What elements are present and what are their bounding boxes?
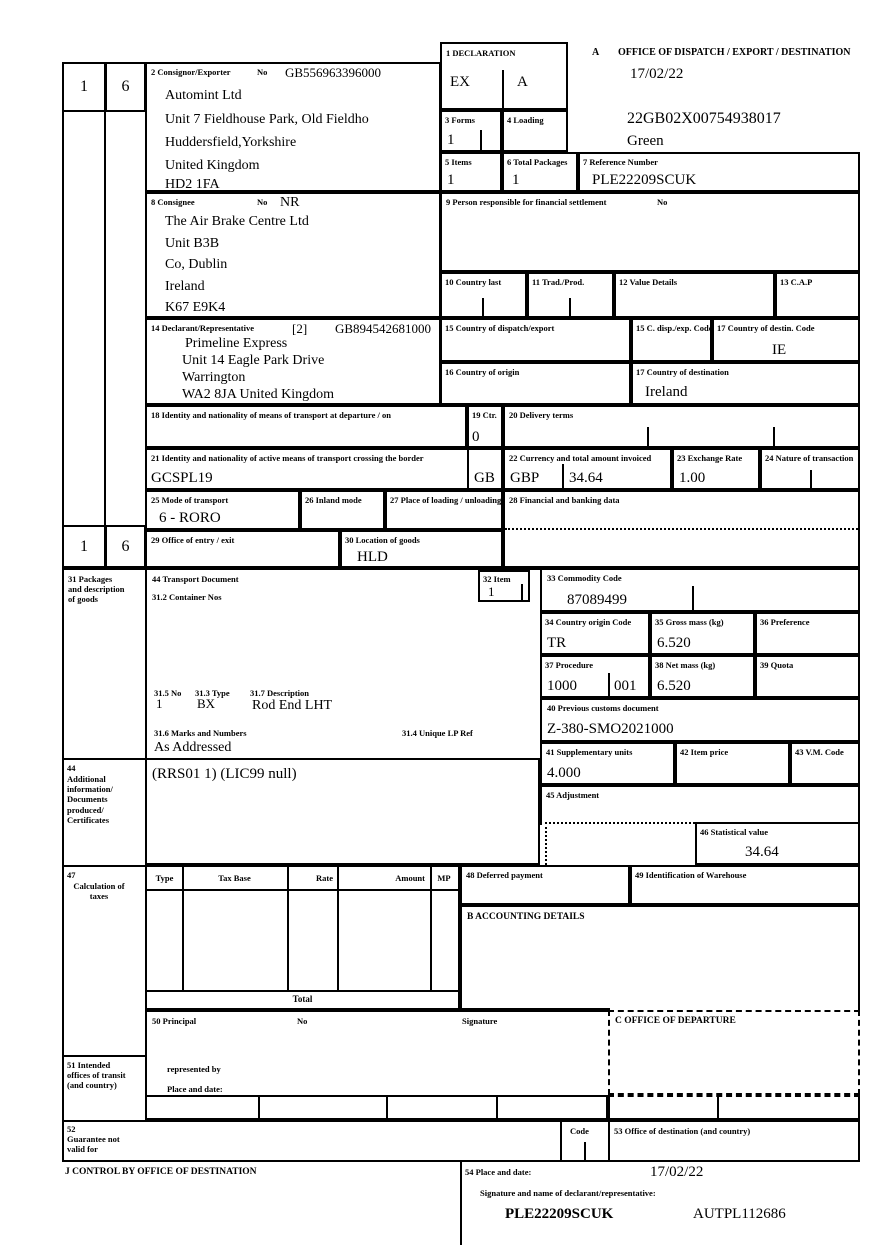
box29-label: 29 Office of entry / exit — [151, 535, 235, 545]
consignee-name: The Air Brake Centre Ltd — [165, 214, 309, 229]
box47-number: 47 — [67, 870, 76, 880]
box-15c-dispatch-code — [631, 318, 712, 362]
box-45-adjustment — [540, 785, 860, 825]
box44-transport-label: 44 Transport Document — [152, 574, 239, 584]
box17a-label: 17 Country of destin. Code — [717, 323, 815, 333]
tax-table-divider-4 — [430, 867, 432, 992]
package-count-value: 1 — [156, 696, 163, 711]
forms-value: 1 — [447, 132, 455, 148]
location-goods-value: HLD — [357, 549, 388, 565]
box-16-country-origin — [440, 362, 631, 405]
box-21-active-transport — [145, 448, 503, 490]
box19-label: 19 Ctr. — [472, 410, 497, 420]
box-53-office-destination — [608, 1120, 860, 1162]
additional-info-value: (RRS01 1) (LIC99 null) — [152, 766, 297, 782]
box-11-trad-prod — [527, 272, 614, 318]
box40-label: 40 Previous customs document — [547, 703, 659, 713]
box-17a-destination-code — [712, 318, 860, 362]
box-49-warehouse — [630, 865, 860, 905]
box-32-item — [478, 570, 530, 602]
box52-code-label: Code — [570, 1126, 589, 1136]
mode-transport-value: 6 - RORO — [159, 510, 221, 526]
box43-label: 43 V.M. Code — [795, 747, 844, 757]
tax-col-rate: Rate — [316, 873, 333, 883]
box-51-label-cell — [62, 1055, 145, 1120]
box-15-country-dispatch — [440, 318, 631, 362]
box-24-nature-transaction — [760, 448, 860, 490]
box44-number: 44 — [67, 763, 76, 773]
box-18-transport-departure — [145, 405, 467, 448]
copy-number-6-mid-value: 6 — [121, 537, 130, 555]
box-47-tax-table — [145, 865, 460, 1010]
box21-label: 21 Identity and nationality of active means of transport crossing the border — [151, 453, 424, 463]
copy-number-6-mid — [105, 525, 146, 568]
transit-office-cells — [145, 1095, 608, 1120]
box11-label: 11 Trad./Prod. — [532, 277, 585, 287]
tax-col-mp: MP — [437, 873, 451, 883]
active-transport-nationality-value: GB — [474, 470, 495, 486]
office-a-letter: A — [592, 47, 600, 58]
box-2-consignor-exporter — [145, 62, 441, 192]
copy-number-1-mid — [62, 525, 106, 568]
box12-label: 12 Value Details — [619, 277, 678, 287]
box49-label: 49 Identification of Warehouse — [635, 870, 747, 880]
declarant-name: Primeline Express — [185, 336, 288, 351]
tax-table-total-line — [147, 990, 458, 992]
box11-tick — [569, 298, 571, 316]
control-destination-label: J CONTROL BY OFFICE OF DESTINATION — [65, 1167, 257, 1177]
box-20-delivery-terms — [503, 405, 860, 448]
box-46-statistical-value — [695, 822, 860, 865]
box31-label: 31 Packages and description of goods — [68, 574, 125, 605]
box48-label: 48 Deferred payment — [466, 870, 543, 880]
box-43-vm-code — [790, 742, 860, 785]
box30-label: 30 Location of goods — [345, 535, 420, 545]
box1-label: 1 DECLARATION — [446, 48, 516, 58]
total-packages-value: 1 — [512, 172, 520, 188]
country-destination-value: Ireland — [645, 384, 688, 400]
transit-cell-divider-1 — [258, 1097, 260, 1118]
active-transport-id-value: GCSPL19 — [151, 470, 213, 486]
box22-divider — [562, 464, 564, 488]
consignor-postcode: HD2 1FA — [165, 177, 220, 192]
destination-code-value: IE — [772, 342, 787, 358]
box-26-inland-mode — [300, 490, 385, 530]
copy-number-1-mid-value: 1 — [80, 537, 88, 555]
tax-total-label: Total — [292, 994, 313, 1004]
box-29-office-entry-exit — [145, 530, 340, 568]
box39-label: 39 Quota — [760, 660, 794, 670]
box1-divider — [502, 70, 504, 108]
box-31-label-cell — [62, 568, 145, 758]
tax-col-amount: Amount — [395, 873, 425, 883]
items-value: 1 — [447, 172, 455, 188]
box50-signature-label: Signature — [462, 1016, 498, 1026]
box-28-financial-banking — [503, 490, 860, 568]
declarant-code-value: [2] — [292, 321, 308, 336]
box-23-exchange-rate — [672, 448, 760, 490]
box33-label: 33 Commodity Code — [547, 573, 622, 583]
item-number-value: 1 — [488, 584, 495, 599]
consignee-address-2: Co, Dublin — [165, 257, 228, 272]
box21-divider — [467, 450, 469, 488]
box52-code-tick — [584, 1142, 586, 1160]
mrn-value: 22GB02X00754938017 — [627, 110, 781, 127]
box46-label: 46 Statistical value — [700, 827, 768, 837]
box15c-label: 15 C. disp./exp. Code — [636, 323, 713, 333]
box54-signature-label: Signature and name of declarant/representative: — [480, 1188, 656, 1198]
box-6-total-packages — [502, 152, 578, 192]
box-14-declarant-representative — [145, 318, 441, 405]
consignor-eori-value: GB556963396000 — [285, 65, 382, 80]
office-a-title: OFFICE OF DISPATCH / EXPORT / DESTINATION — [618, 47, 851, 58]
box-41-supplementary-units — [540, 742, 675, 785]
box54-label: 54 Place and date: — [465, 1167, 532, 1177]
box20-label: 20 Delivery terms — [509, 410, 574, 420]
procedure-code-value: 1000 — [547, 678, 577, 694]
box-12-value-details — [614, 272, 775, 318]
box7-label: 7 Reference Number — [583, 157, 658, 167]
box24-tick — [810, 470, 812, 488]
box31-4-label: 31.4 Unique LP Ref — [402, 728, 473, 738]
gross-mass-value: 6.520 — [657, 635, 691, 651]
box-25-mode-transport — [145, 490, 300, 530]
box20-tick-2 — [773, 427, 775, 446]
box18-label: 18 Identity and nationality of means of transport at departure / on — [151, 410, 391, 420]
supplementary-units-value: 4.000 — [547, 765, 581, 781]
box5-label: 5 Items — [445, 157, 472, 167]
box-33-commodity-code — [540, 568, 860, 612]
box52-number: 52 — [67, 1124, 76, 1134]
copy-number-1 — [62, 62, 106, 112]
consignor-country: United Kingdom — [165, 158, 260, 173]
ctr-value: 0 — [472, 429, 480, 445]
box31-2-label: 31.2 Container Nos — [152, 592, 222, 602]
box28-label: 28 Financial and banking data — [509, 495, 620, 505]
box15-label: 15 Country of dispatch/export — [445, 323, 555, 333]
box4-label: 4 Loading — [507, 115, 544, 125]
office-departure-label: C OFFICE OF DEPARTURE — [615, 1016, 736, 1026]
box54-left-divider — [460, 1162, 462, 1245]
box50-label: 50 Principal — [152, 1016, 197, 1026]
box23-label: 23 Exchange Rate — [677, 453, 743, 463]
declarant-address-1: Unit 14 Eagle Park Drive — [182, 353, 325, 368]
box45-label: 45 Adjustment — [546, 790, 600, 800]
box-19-ctr — [467, 405, 503, 448]
box-b-accounting — [460, 905, 860, 1010]
box32-tick — [521, 584, 523, 600]
box31-5-label: 31.5 No — [154, 688, 182, 698]
tax-table-divider-3 — [337, 867, 339, 992]
goods-description-value: Rod End LHT — [252, 698, 333, 713]
box37-label: 37 Procedure — [545, 660, 594, 670]
box17-label: 17 Country of destination — [636, 367, 729, 377]
marks-numbers-value: As Addressed — [154, 740, 232, 755]
box20-tick-1 — [647, 427, 649, 446]
exchange-rate-value: 1.00 — [679, 470, 706, 486]
box-44-additional-info — [145, 758, 540, 865]
tax-table-divider-1 — [182, 867, 184, 992]
box44-label: Additional information/ Documents produced/ Certificates — [67, 774, 113, 825]
box37-divider — [608, 673, 610, 696]
declaration-type-value: EX — [450, 74, 470, 90]
routing-value: Green — [627, 133, 664, 149]
box-17-country-destination — [631, 362, 860, 405]
dispatch-date-value: 17/02/22 — [630, 66, 684, 82]
copy-number-6-value: 6 — [121, 78, 130, 95]
consignor-name: Automint Ltd — [165, 88, 242, 103]
box9-label: 9 Person responsible for financial settlement — [446, 197, 607, 207]
box8-label: 8 Consignee — [151, 197, 195, 207]
tax-table-header-line — [147, 889, 458, 891]
box-44-label-cell — [62, 758, 145, 865]
previous-document-value: Z-380-SMO2021000 — [547, 721, 674, 737]
box-42-item-price — [675, 742, 790, 785]
box51-label: 51 Intended offices of transit (and country) — [67, 1060, 126, 1091]
left-margin-gap — [62, 1010, 145, 1055]
accounting-details-label: B ACCOUNTING DETAILS — [467, 912, 585, 922]
box42-label: 42 Item price — [680, 747, 729, 757]
departure-cell-divider — [717, 1097, 719, 1118]
box52-label: Guarantee not valid for — [67, 1134, 120, 1155]
box-27-place-loading — [385, 490, 503, 530]
box24-label: 24 Nature of transaction — [765, 453, 854, 463]
reference-number-value: PLE22209SCUK — [592, 172, 697, 188]
transit-cell-divider-3 — [496, 1097, 498, 1118]
box46-dotted-region — [545, 822, 695, 865]
box28-dotted-divider — [505, 528, 858, 530]
box10-label: 10 Country last — [445, 277, 502, 287]
box3-label: 3 Forms — [445, 115, 475, 125]
consignee-id-value: NR — [280, 195, 300, 210]
consignee-address-1: Unit B3B — [165, 236, 220, 251]
box9-no-label: No — [657, 197, 668, 207]
copy-number-1-value: 1 — [80, 78, 88, 95]
box-50-principal — [145, 1010, 608, 1095]
box-9-financial-settlement — [440, 192, 860, 272]
box-34-country-origin-code — [540, 612, 650, 655]
box31-3-label: 31.3 Type — [195, 688, 230, 698]
box31-7-label: 31.7 Description — [250, 688, 310, 698]
statistical-value: 34.64 — [745, 844, 779, 860]
box50-no-label: No — [297, 1016, 308, 1026]
tax-col-tax-base: Tax Base — [218, 873, 251, 883]
box2-no-label: No — [257, 67, 268, 77]
commodity-code-value: 87089499 — [567, 592, 627, 608]
package-type-value: BX — [197, 696, 216, 711]
box6-label: 6 Total Packages — [507, 157, 568, 167]
procedure-code-2-value: 001 — [614, 678, 637, 694]
box-5-items — [440, 152, 502, 192]
box-47-label-cell — [62, 865, 145, 1010]
box-3-forms — [440, 110, 502, 152]
box8-no-label: No — [257, 197, 268, 207]
box38-label: 38 Net mass (kg) — [655, 660, 716, 670]
consignee-postcode: K67 E9K4 — [165, 300, 226, 315]
authorisation-value: AUTPL112686 — [693, 1206, 786, 1222]
box-13-cap — [775, 272, 860, 318]
departure-code-cells — [608, 1095, 860, 1120]
box53-label: 53 Office of destination (and country) — [614, 1126, 751, 1136]
box47-label: Calculation of taxes — [73, 881, 125, 902]
box13-label: 13 C.A.P — [780, 277, 813, 287]
declarant-address-3: WA2 8JA United Kingdom — [182, 387, 335, 402]
declarant-reference-value: PLE22209SCUK — [505, 1206, 614, 1222]
box16-label: 16 Country of origin — [445, 367, 520, 377]
box35-label: 35 Gross mass (kg) — [655, 617, 724, 627]
box26-label: 26 Inland mode — [305, 495, 362, 505]
box50-place-date-label: Place and date: — [167, 1084, 223, 1094]
transit-cell-divider-2 — [386, 1097, 388, 1118]
box22-label: 22 Currency and total amount invoiced — [509, 453, 652, 463]
box-22-currency-amount — [503, 448, 672, 490]
copy-number-6 — [105, 62, 146, 112]
consignor-address-1: Unit 7 Fieldhouse Park, Old Fieldho — [165, 112, 369, 127]
box-48-deferred-payment — [460, 865, 630, 905]
consignee-country: Ireland — [165, 279, 205, 294]
box-37-procedure — [540, 655, 650, 698]
box-39-quota — [755, 655, 860, 698]
invoice-amount-value: 34.64 — [569, 470, 603, 486]
box50-represented-label: represented by — [167, 1064, 221, 1074]
tax-col-type: Type — [155, 873, 174, 883]
box10-tick — [482, 298, 484, 316]
box27-label: 27 Place of loading / unloading — [390, 495, 502, 505]
box33-tick — [692, 586, 694, 610]
box36-label: 36 Preference — [760, 617, 810, 627]
margin-strip — [62, 112, 106, 525]
box2-label: 2 Consignor/Exporter — [151, 67, 231, 77]
tax-table-divider-2 — [287, 867, 289, 992]
box34-label: 34 Country origin Code — [545, 617, 632, 627]
box-4-loading — [502, 110, 568, 152]
box14-label: 14 Declarant/Representative — [151, 323, 254, 333]
box-35-gross-mass — [650, 612, 755, 655]
box25-label: 25 Mode of transport — [151, 495, 229, 505]
country-origin-code-value: TR — [547, 635, 567, 651]
box-52-code-cell — [560, 1120, 608, 1162]
box54-date-value: 17/02/22 — [650, 1164, 704, 1180]
box-38-net-mass — [650, 655, 755, 698]
box41-label: 41 Supplementary units — [546, 747, 633, 757]
net-mass-value: 6.520 — [657, 678, 691, 694]
box-7-reference-number — [578, 152, 860, 192]
box31-6-label: 31.6 Marks and Numbers — [154, 728, 247, 738]
box-8-consignee — [145, 192, 441, 318]
box-52-guarantee — [62, 1120, 560, 1162]
declarant-eori-value: GB894542681000 — [335, 321, 432, 336]
box-c-office-departure — [608, 1010, 860, 1095]
box-10-country-last — [440, 272, 527, 318]
declarant-address-2: Warrington — [182, 370, 246, 385]
declaration-subtype-value: A — [517, 74, 528, 90]
currency-value: GBP — [510, 470, 540, 486]
consignor-address-2: Huddersfield,Yorkshire — [165, 135, 297, 150]
box32-label: 32 Item — [483, 574, 511, 584]
box-1-declaration — [440, 42, 568, 110]
box3-tick — [480, 130, 482, 150]
box-30-location-goods — [340, 530, 503, 568]
box-40-previous-document — [540, 698, 860, 742]
box-36-preference — [755, 612, 860, 655]
